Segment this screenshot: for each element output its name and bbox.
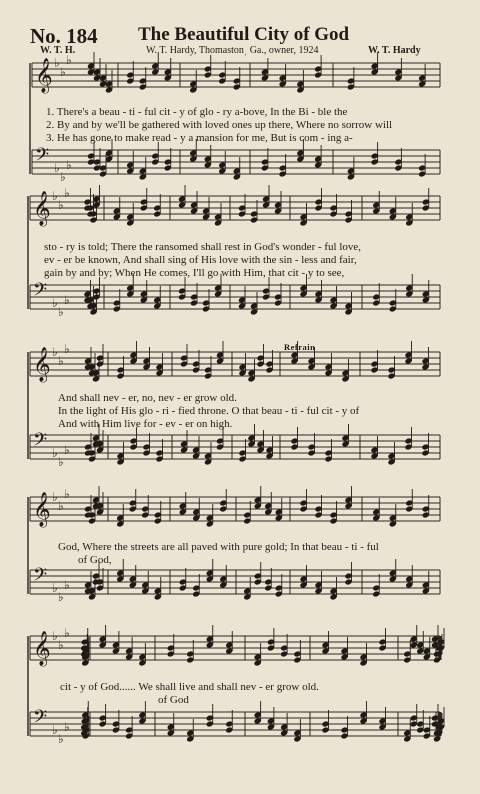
treble-clef-icon: 𝄞 <box>33 631 51 666</box>
flat-icon: ♭ <box>52 723 58 737</box>
flat-icon: ♭ <box>58 732 64 746</box>
flat-icon: ♭ <box>52 345 58 359</box>
lyricist-credit: W. T. H. <box>40 45 76 56</box>
lyric-line: 3. He has gone to make read - y a mansion for me, But is com - ing a- <box>46 132 353 144</box>
flat-icon: ♭ <box>54 56 60 70</box>
flat-icon: ♭ <box>58 305 64 319</box>
flat-icon: ♭ <box>66 53 72 67</box>
flat-icon: ♭ <box>52 581 58 595</box>
lyric-line: And with Him live for - ev - er on high. <box>58 418 233 430</box>
lyric-line: In the light of His glo - ri - fied throne. O that beau - ti - ful cit - y of <box>58 405 360 417</box>
bass-clef-icon: 𝄢 <box>33 707 48 732</box>
flat-icon: ♭ <box>58 455 64 469</box>
treble-clef-icon: 𝄞 <box>33 492 51 527</box>
flat-icon: ♭ <box>54 161 60 175</box>
bass-clef-icon: 𝄢 <box>33 430 48 455</box>
lyric-line: God, Where the streets are all paved with pure gold; In that beau - ti - ful <box>58 541 379 553</box>
lyric-line: of God <box>158 694 189 706</box>
refrain-label: Refrain <box>284 342 316 352</box>
flat-icon: ♭ <box>64 487 70 501</box>
flat-icon: ♭ <box>58 590 64 604</box>
flat-icon: ♭ <box>58 198 64 212</box>
bass-clef-icon: 𝄢 <box>35 145 50 170</box>
flat-icon: ♭ <box>58 499 64 513</box>
flat-icon: ♭ <box>66 158 72 172</box>
lyric-line: 2. By and by we'll be gathered with loved ones up there, Where no sorrow will <box>46 119 393 131</box>
bass-clef-icon: 𝄢 <box>33 565 48 590</box>
flat-icon: ♭ <box>60 65 66 79</box>
flat-icon: ♭ <box>64 443 70 457</box>
copyright-credit: W. T. Hardy, Thomastonˌ Ga., owner, 1924 <box>146 45 319 56</box>
hymn-title: The Beautiful City of God <box>138 24 350 45</box>
lyric-line: sto - ry is told; There the ransomed shall rest in God's wonder - ful love, <box>44 241 362 253</box>
flat-icon: ♭ <box>52 629 58 643</box>
lyric-line: ev - er be known, And shall sing of His love with the sin - less and fair, <box>44 254 357 266</box>
lyric-line: 1. There's a beau - ti - ful cit - y of glo - ry a-bove, In the Bi - ble the <box>46 106 348 118</box>
flat-icon: ♭ <box>64 626 70 640</box>
lyric-line: gain by and by; When He comes, I'll go with Him, that cit - y to see, <box>44 267 345 279</box>
flat-icon: ♭ <box>64 578 70 592</box>
flat-icon: ♭ <box>52 446 58 460</box>
flat-icon: ♭ <box>52 296 58 310</box>
treble-clef-icon: 𝄞 <box>35 58 53 93</box>
treble-clef-icon: 𝄞 <box>33 191 51 226</box>
lyric-line: And shall nev - er, no, nev - er grow old. <box>58 392 237 404</box>
flat-icon: ♭ <box>64 293 70 307</box>
lyric-line: of God, <box>78 554 112 566</box>
treble-clef-icon: 𝄞 <box>33 347 51 382</box>
flat-icon: ♭ <box>64 720 70 734</box>
bass-clef-icon: 𝄢 <box>33 280 48 305</box>
flat-icon: ♭ <box>52 490 58 504</box>
flat-icon: ♭ <box>64 342 70 356</box>
flat-icon: ♭ <box>64 186 70 200</box>
lyric-line: cit - y of God...... We shall live and shall nev - er grow old. <box>60 681 319 693</box>
flat-icon: ♭ <box>60 170 66 184</box>
hymn-number: No. 184 <box>30 24 98 48</box>
flat-icon: ♭ <box>52 189 58 203</box>
flat-icon: ♭ <box>58 638 64 652</box>
flat-icon: ♭ <box>58 354 64 368</box>
composer-credit: W. T. Hardy <box>368 45 421 56</box>
